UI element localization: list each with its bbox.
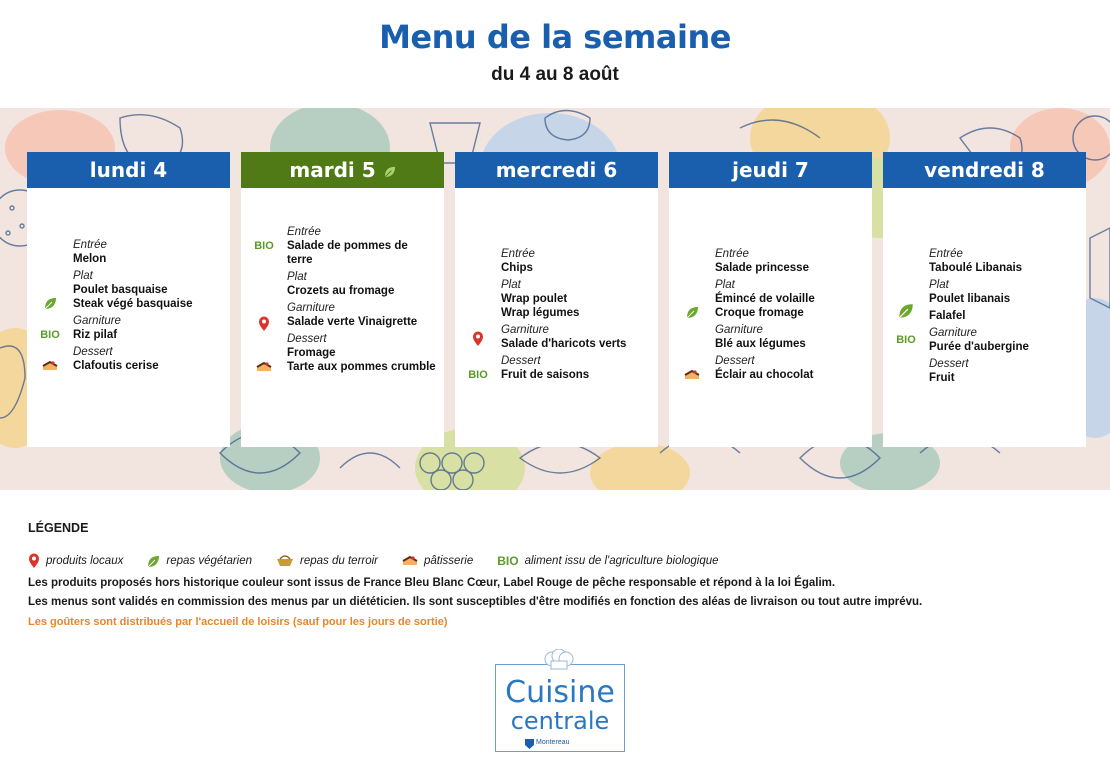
- course-category: Garniture: [929, 327, 977, 339]
- logo-line-1: Cuisine: [505, 675, 615, 710]
- bio-badge: BIO: [497, 554, 519, 568]
- course-category: Plat: [287, 271, 307, 283]
- course-category: Dessert: [715, 355, 755, 367]
- course-category: Entrée: [929, 248, 963, 260]
- legend-local: [28, 553, 123, 569]
- legend: [28, 552, 743, 570]
- course-category: Entrée: [715, 248, 749, 260]
- course-category: Plat: [715, 279, 735, 291]
- leaf-icon: [679, 306, 705, 324]
- course-category: Entrée: [287, 226, 321, 238]
- dish-name: Melon: [73, 253, 107, 265]
- day-card-mercredi: [455, 152, 658, 447]
- course-category: Dessert: [501, 355, 541, 367]
- note-egalim: Les produits proposés hors historique couleur sont issus de France Bleu Blanc Cœur, Label Rouge de pêche responsable et répond à la loi Égalim.: [28, 577, 836, 589]
- day-card-vendredi: [883, 152, 1086, 447]
- course-category: Entrée: [501, 248, 535, 260]
- dish-name: Émincé de volaille: [715, 293, 815, 305]
- legend-terroir: [276, 555, 378, 567]
- leaf-icon: [147, 555, 160, 568]
- pastry-icon: [679, 368, 705, 386]
- day-label: vendredi 8: [924, 158, 1045, 182]
- dish-name: Éclair au chocolat: [715, 369, 814, 381]
- legend-pastry: [402, 555, 473, 567]
- dish-name: Purée d'aubergine: [929, 341, 1029, 353]
- day-header: [883, 152, 1086, 188]
- city-crest-icon: [525, 739, 534, 749]
- course-category: Plat: [929, 279, 949, 291]
- day-header: [27, 152, 230, 188]
- note-validation: Les menus sont validés en commission des menus par un diététicien. Ils sont susceptibles d'être modifiés en fonction des aléas de livraison ou tout autre imprévu.: [28, 596, 923, 608]
- dish-name: Poulet basquaise: [73, 284, 168, 296]
- legend-label: produits locaux: [46, 555, 124, 567]
- chef-hat-icon: [542, 649, 576, 671]
- dish-name: Taboulé Libanais: [929, 262, 1023, 274]
- dish-name: Tarte aux pommes crumble: [287, 361, 436, 373]
- page-title: Menu de la semaine: [379, 18, 731, 56]
- course-category: Dessert: [73, 346, 113, 358]
- bio-badge: BIO: [896, 334, 916, 346]
- day-label: lundi 4: [89, 158, 168, 182]
- bio-badge: BIO: [254, 240, 274, 252]
- day-label: jeudi 7: [732, 158, 809, 182]
- dish-name: Wrap poulet: [501, 293, 568, 305]
- location-pin-icon: [465, 331, 491, 352]
- day-label: mardi 5: [289, 158, 376, 182]
- legend-label: repas du terroir: [300, 555, 379, 567]
- dish-name: Salade de pommes de terre: [287, 240, 408, 266]
- legend-vegetarian: [147, 555, 252, 568]
- dish-name: Wrap légumes: [501, 307, 580, 319]
- dish-name: Chips: [501, 262, 533, 274]
- dish-name: Crozets au fromage: [287, 285, 395, 297]
- legend-title: LÉGENDE: [28, 521, 89, 535]
- course-category: Garniture: [715, 324, 763, 336]
- day-header: [455, 152, 658, 188]
- location-pin-icon: [28, 553, 40, 569]
- basket-icon: [276, 555, 294, 567]
- pastry-icon: [402, 555, 418, 567]
- logo-city: Montereau: [536, 739, 570, 746]
- dish-name: Poulet libanais: [929, 293, 1011, 305]
- legend-label: repas végétarien: [166, 555, 253, 567]
- leaf-icon: [384, 166, 396, 178]
- dish-name: Falafel: [929, 310, 966, 322]
- day-card-mardi: [241, 152, 444, 447]
- day-card-jeudi: [669, 152, 872, 447]
- bio-badge: BIO: [40, 329, 60, 341]
- cuisine-centrale-logo: [495, 664, 625, 752]
- course-category: Entrée: [73, 239, 107, 251]
- leaf-icon: [37, 297, 63, 315]
- dish-name: Salade d'haricots verts: [501, 338, 627, 350]
- legend-label: aliment issu de l'agriculture biologique: [524, 555, 719, 567]
- dish-name: Riz pilaf: [73, 329, 118, 341]
- course-category: Garniture: [73, 315, 121, 327]
- course-category: Dessert: [929, 358, 969, 370]
- dish-name: Fruit: [929, 372, 955, 384]
- day-header: [669, 152, 872, 188]
- dish-name: Blé aux légumes: [715, 338, 806, 350]
- day-label: mercredi 6: [495, 158, 618, 182]
- course-category: Dessert: [287, 333, 327, 345]
- pastry-icon: [251, 360, 277, 378]
- course-category: Plat: [501, 279, 521, 291]
- dish-name: Fromage: [287, 347, 336, 359]
- course-category: Garniture: [287, 302, 335, 314]
- legend-bio: [497, 554, 718, 568]
- day-card-lundi: [27, 152, 230, 447]
- page-subtitle: du 4 au 8 août: [491, 64, 619, 85]
- dish-name: Clafoutis cerise: [73, 360, 159, 372]
- leaf-icon: [893, 303, 919, 324]
- course-category: Garniture: [501, 324, 549, 336]
- dish-name: Fruit de saisons: [501, 369, 590, 381]
- bio-badge: BIO: [468, 369, 488, 381]
- note-gouters: Les goûters sont distribués par l'accueil de loisirs (sauf pour les jours de sortie): [28, 616, 448, 628]
- day-header: [241, 152, 444, 188]
- pastry-icon: [37, 359, 63, 377]
- dish-name: Croque fromage: [715, 307, 804, 319]
- dish-name: Salade verte Vinaigrette: [287, 316, 418, 328]
- dish-name: Steak végé basquaise: [73, 298, 193, 310]
- legend-label: pâtisserie: [424, 555, 474, 567]
- course-category: Plat: [73, 270, 93, 282]
- dish-name: Salade princesse: [715, 262, 809, 274]
- logo-line-2: centrale: [510, 707, 610, 735]
